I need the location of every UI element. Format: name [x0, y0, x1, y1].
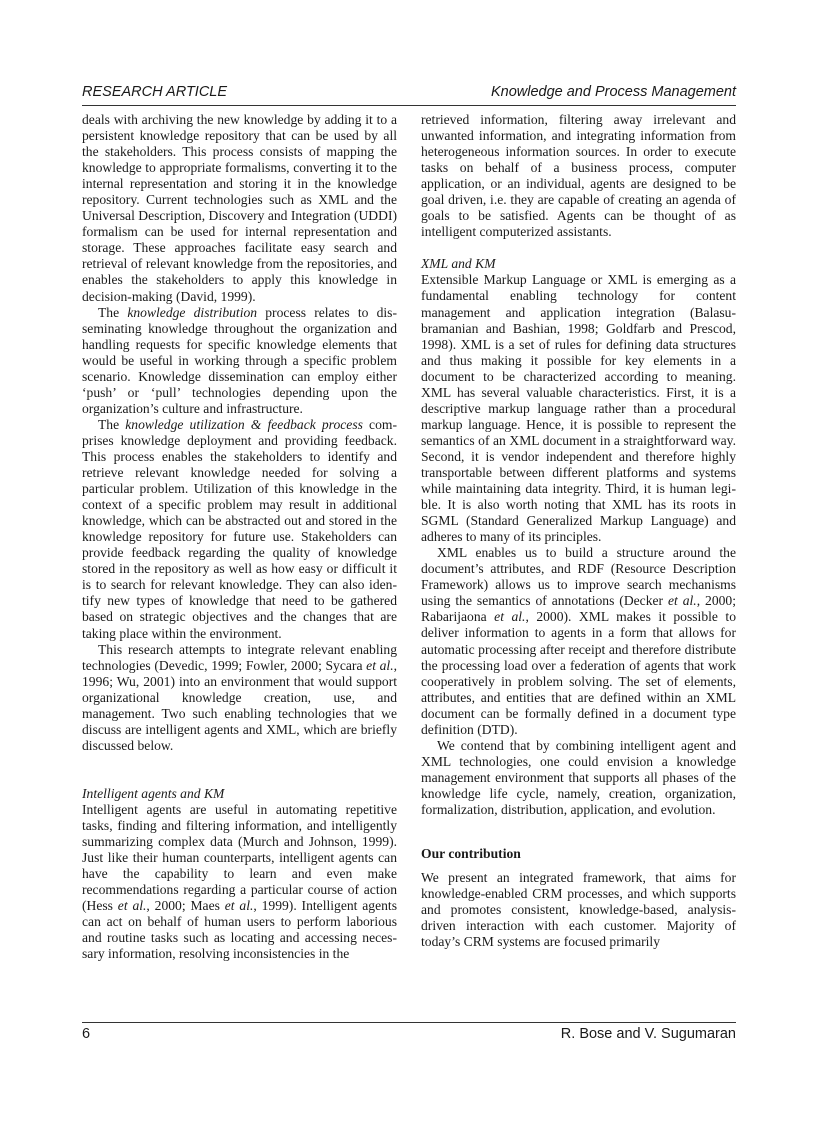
- paragraph: The knowledge distribution process relates to disseminating knowledge throughout the organization and handling requests for specific knowledge elements that would be useful in working through a specific problem scenario. Knowledge dissemination can employ either ‘push’ or ‘pull’ technologies depending upon the organization’s culture and infrastructure.: [82, 304, 397, 416]
- paragraph: retrieved information, filtering away irrelevant and unwanted information, and integrating information from heterogeneous information sources. In order to execute tasks on behalf of a business process, computer application, or an individual, agents are designed to be goal driven, i.e. they are capable of creating an agenda of goals to be satisfied. Agents can be thought of as intelligent computerized assistants.: [421, 112, 736, 240]
- emphasis: knowledge utilization & feedback process: [125, 416, 363, 432]
- subsection-heading: Intelligent agents and KM: [82, 785, 225, 801]
- paragraph: This research attempts to integrate relevant enabling technologies (Devedic, 1999; Fowler, 2000; Sycara et al., 1996; Wu, 2001) into an environment that would support organizational knowledge creation, use, and management. Two such enabling technologies that we discuss are intelligent agents and XML, which are briefly discussed below.: [82, 641, 398, 753]
- subsection-heading: XML and KM: [421, 256, 496, 272]
- emphasis: et al.: [366, 657, 394, 673]
- left-column: [82, 112, 397, 962]
- emphasis: et al.: [494, 609, 526, 625]
- paragraph: Intelligent agents are useful in automating repetitive tasks, finding and filtering information, and intelligently summarizing complex data (Murch and Johnson, 1999). Just like their human counterparts, intelligent agents can have the capability to learn and even make recommendations regarding a particular course of action (Hess et al., 2000; Maes et al., 1999). Intelligent agents can act on behalf of human users to perform laborious and routine tasks such as locating and accessing necessary information, resolving inconsistencies in the: [82, 801, 397, 962]
- paragraph: We contend that by combining intelligent agent and XML technologies, one could envision a knowledge management environment that supports all phases of the knowledge life cycle, namely, creation, organization, formalization, distribution, application, and evolution.: [421, 737, 736, 817]
- section-heading: Our contribution: [421, 846, 521, 862]
- emphasis: et al.: [224, 898, 254, 914]
- journal-title: Knowledge and Process Management: [490, 84, 736, 100]
- header-divider: [82, 105, 736, 106]
- page-number: 6: [82, 1026, 91, 1042]
- emphasis: et al.: [117, 898, 147, 914]
- paragraph: The knowledge utilization & feedback process comprises knowledge deployment and providing feedback. This process enables the stakeholders to identify and retrieve relevant knowledge needed for solving a particular problem. Utilization of this knowledge in the context of a specific problem may result in additional knowledge, which can be abstracted out and stored in the knowledge repository for future use. Stakeholders can provide feedback regarding the quality of knowledge stored in the repository as well as how easy or difficult it is to search for relevant knowledge. They can also identify new types of knowledge that need to be gathered based on strategic objectives and the changes that are taking place within the environment.: [82, 416, 397, 641]
- paragraph: deals with archiving the new knowledge by adding it to a persistent knowledge repository that can be used by all the stakeholders. This process consists of mapping the knowledge to appropriate formalisms, converting it to the internal representation and storing it in the knowledge repository. Current technologies such as XML and the Universal Description, Discovery and Integration (UDDI) formalism can be used for internal representation and storage. These approaches facilitate easy search and retrieval of relevant knowledge from the repositories, and enables the stakeholders to apply this knowledge in decision-making (David, 1999).: [82, 112, 397, 304]
- running-header: [82, 84, 736, 104]
- paragraph: XML enables us to build a structure around the document’s attributes, and RDF (Resource Description Framework) allows us to improve search mechanisms using the semantics of annotations (Decker et al., 2000; Rabarijaona et al., 2000). XML makes it possible to deliver information to agents in a form that allows for automatic processing after receipt and therefore distribute the processing load over a federation of agents that work cooperatively in problem solving. The set of elements, attributes, and entities that are defined within an XML document can be formally defined in a document type definition (DTD).: [421, 545, 737, 737]
- footer-divider: [82, 1022, 736, 1023]
- paragraph: We present an integrated framework, that aims for knowledge-enabled CRM processes, and which supports and promotes consistent, knowledge-based, analysis-driven interaction with each customer. Majority of today’s CRM systems are focused primarily: [421, 870, 736, 950]
- emphasis: knowledge distribution: [127, 304, 258, 320]
- emphasis: et al.: [668, 593, 697, 609]
- article-type-label: RESEARCH ARTICLE: [82, 84, 228, 100]
- paragraph: Extensible Markup Language or XML is emerging as a fundamental enabling technology for content management and application integration (Balasubramanian and Bashian, 1998; Goldfarb and Prescod, 1998). XML is a set of rules for defining data structures and thus making it possible for key elements in a document to be characterized according to meaning. XML has several valuable characteristics. First, it is a descriptive markup language rather than a procedural markup language. Hence, it is possible to represent the semantics of an XML document in a straightforward way. Second, it is vendor independent and therefore highly transportable between different platforms and systems while maintaining data integrity. Third, it is human legible. It is also worth noting that XML has its roots in SGML (Standard Generalized Markup Language) and adheres to many of its principles.: [421, 272, 736, 545]
- right-column: [421, 112, 736, 950]
- authors: R. Bose and V. Sugumaran: [560, 1026, 736, 1042]
- running-footer: [82, 1026, 736, 1046]
